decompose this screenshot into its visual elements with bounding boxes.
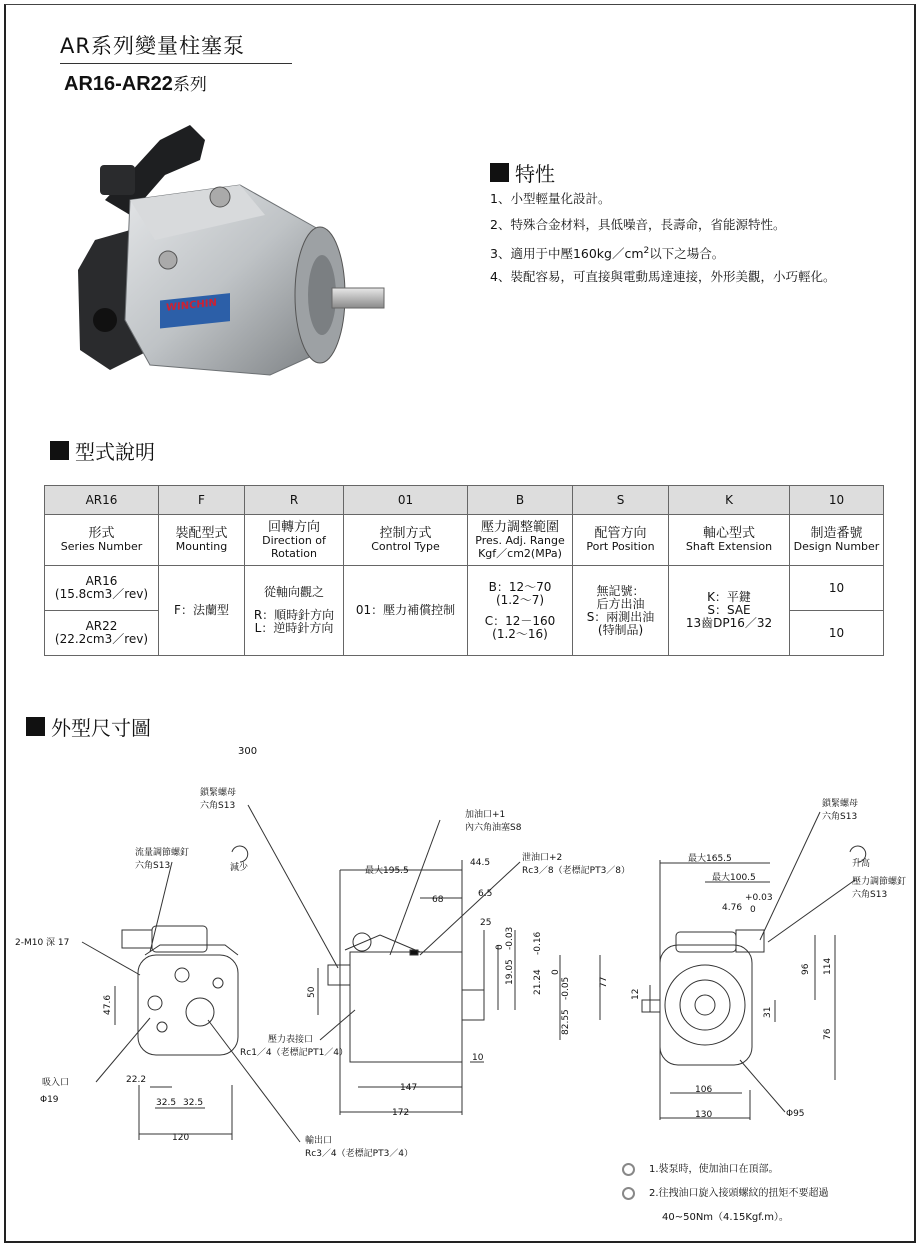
label-flow-screw-2: 六角S13 — [135, 861, 171, 871]
port-line: 無記號： — [596, 583, 645, 598]
table-header — [573, 515, 669, 566]
dim-tol82-a: 0 — [551, 969, 561, 975]
header-zh: 控制方式 — [379, 526, 432, 541]
feature-item: 2、特殊合金材料，具低噪音，長壽命，省能源特性。 — [490, 217, 786, 232]
table-cell: K — [669, 486, 790, 515]
model-table — [44, 485, 884, 656]
table-cell: B — [468, 486, 573, 515]
pressure-line: B：12～70 — [488, 579, 552, 594]
dim-130: 130 — [695, 1110, 713, 1120]
label-lock-nut-left: 鎖緊螺母 — [200, 788, 237, 798]
dim-32-5b: 32.5 — [183, 1098, 204, 1108]
table-cell: 10 — [790, 611, 884, 656]
dim-tol476-b: 0 — [750, 905, 756, 915]
pressure-line: (1.2～16) — [492, 626, 548, 641]
header-zh: 軸心型式 — [702, 526, 755, 541]
header-zh: 制造番號 — [810, 526, 863, 541]
title-rule — [60, 63, 292, 64]
label-phi95: Φ95 — [786, 1109, 805, 1119]
port-line: (特制品) — [597, 622, 644, 637]
header-en: Pres. Adj. Range — [475, 533, 565, 547]
table-cell: AR16 — [45, 486, 159, 515]
dim-19-05: 19.05 — [505, 959, 515, 985]
table-cell: 10 — [790, 486, 884, 515]
label-fill-port: 加油口+1 — [465, 810, 506, 820]
dim-25: 25 — [480, 918, 492, 928]
header-en: Direction of — [262, 533, 326, 547]
table-cell: S — [573, 486, 669, 515]
dim-68: 68 — [432, 895, 444, 905]
dim-172: 172 — [392, 1108, 410, 1118]
table-header — [344, 515, 468, 566]
series-name: AR16 — [85, 574, 118, 588]
dim-max195-5: 最大195.5 — [365, 866, 409, 876]
label-flow-screw: 流量調節螺釘 — [135, 848, 190, 858]
note-300: 300 — [238, 746, 258, 757]
header-zh: 回轉方向 — [267, 519, 320, 535]
header-en: Series Number — [60, 540, 143, 553]
table-header — [45, 515, 159, 566]
dim-114: 114 — [823, 957, 833, 975]
table-cell — [468, 566, 573, 656]
feature-item — [490, 238, 835, 264]
pressure-line: C：12－160 — [484, 613, 556, 628]
features-heading-text: 特性 — [515, 162, 555, 186]
dim-tol19-b: -0.03 — [505, 926, 515, 950]
label-suction-2: Φ19 — [40, 1095, 59, 1105]
pump-brand-text: WINCHIN — [166, 297, 217, 314]
label-gauge-port: 壓力表接口 — [268, 1035, 314, 1045]
shaft-line: S：SAE — [707, 603, 751, 617]
table-header — [159, 515, 245, 566]
dimensions-heading — [26, 712, 151, 741]
dim-tol476-a: +0.03 — [745, 893, 773, 903]
label-drain-port: 泄油口+2 — [522, 853, 563, 863]
header-zh: 形式 — [88, 526, 115, 541]
feature-item-tail: 以下之場合。 — [649, 246, 725, 262]
note-text: 2.往拽油口旋入接頭螺紋的扭矩不要超過 — [649, 1188, 829, 1199]
dim-77: 77 — [599, 976, 609, 988]
header-en: Port Position — [586, 540, 655, 553]
dim-22-2: 22.2 — [126, 1075, 147, 1085]
header-en: Mounting — [175, 540, 228, 553]
square-bullet-icon — [50, 441, 69, 460]
table-row — [45, 486, 884, 515]
table-cell — [45, 611, 159, 656]
port-line: 后方出油 — [596, 596, 645, 611]
dim-max165-5: 最大165.5 — [688, 854, 732, 864]
label-gauge-port-2: Rc1／4（老標記PT1／4） — [240, 1048, 349, 1058]
subtitle-code: AR16-AR22 — [64, 73, 173, 95]
table-cell: F：法蘭型 — [159, 566, 245, 656]
subtitle-suffix: 系列 — [172, 75, 207, 95]
feature-item-sup: 2 — [643, 246, 650, 256]
table-cell — [573, 566, 669, 656]
label-lock-nut-right: 鎖緊螺母 — [822, 799, 859, 809]
table-cell — [669, 566, 790, 656]
dim-tol21: -0.16 — [533, 931, 543, 955]
dim-max100-5: 最大100.5 — [712, 873, 756, 883]
table-cell: 01 — [344, 486, 468, 515]
table-header — [468, 515, 573, 566]
square-bullet-icon — [26, 717, 45, 736]
header-zh: 裝配型式 — [175, 526, 228, 541]
shaft-line: K：平鍵 — [707, 590, 751, 604]
label-lock-nut-left-2: 六角S13 — [200, 801, 236, 811]
label-suction: 吸入口 — [42, 1078, 70, 1088]
label-outlet: 輸出口 — [305, 1136, 333, 1146]
dim-tol19-a: 0 — [495, 944, 505, 950]
model-heading-text: 型式說明 — [75, 440, 155, 464]
table-cell: F — [159, 486, 245, 515]
port-line: S：兩測出油 — [586, 609, 655, 624]
label-decrease: 減少 — [230, 863, 249, 873]
page-title: AR系列變量柱塞泵 — [60, 34, 245, 58]
label-press-screw: 壓力調節螺釘 — [852, 877, 907, 887]
dim-47-6: 47.6 — [103, 994, 113, 1015]
table-cell — [45, 566, 159, 611]
note-text: 1.裝泵時，使加油口在頂部。 — [649, 1164, 779, 1175]
label-outlet-2: Rc3／4（老標記PT3／4） — [305, 1149, 414, 1159]
dim-76: 76 — [823, 1028, 833, 1040]
dim-106: 106 — [695, 1085, 713, 1095]
header-en: Rotation — [270, 546, 317, 560]
table-cell: R — [245, 486, 344, 515]
label-press-screw-2: 六角S13 — [852, 890, 888, 900]
dim-tol82-b: -0.05 — [561, 976, 571, 1000]
rotation-line: R：順時針方向 — [253, 608, 335, 622]
series-displacement: (22.2cm3／rev) — [54, 632, 149, 646]
header-zh: 配管方向 — [594, 526, 647, 541]
pump-illustration — [70, 120, 400, 390]
dim-32-5a: 32.5 — [156, 1098, 177, 1108]
note-line: 40~50Nm（4.15Kgf.m）。 — [662, 1212, 789, 1223]
dim-82-55: 82.55 — [561, 1009, 571, 1035]
dim-50: 50 — [307, 986, 317, 998]
dim-147: 147 — [400, 1083, 418, 1093]
dim-21-24: 21.24 — [533, 969, 543, 995]
bullet-circle-icon — [622, 1187, 635, 1200]
label-m10: 2-M10 深 17 — [15, 938, 70, 948]
feature-item: 1、小型輕量化設計。 — [490, 191, 611, 206]
label-fill-port-2: 內六角油塞S8 — [465, 823, 522, 833]
table-header — [669, 515, 790, 566]
dim-120: 120 — [172, 1133, 190, 1143]
pressure-line: (1.2～7) — [495, 592, 545, 607]
header-en: Design Number — [793, 540, 880, 553]
header-en: Control Type — [371, 540, 440, 553]
header-zh: 壓力調整範圍 — [480, 519, 559, 535]
dim-6-5: 6.5 — [478, 889, 493, 899]
dim-44-5: 44.5 — [470, 858, 491, 868]
label-increase: 升高 — [852, 859, 871, 869]
table-header — [245, 515, 344, 566]
table-header — [790, 515, 884, 566]
dim-12: 12 — [631, 988, 641, 1000]
dim-31: 31 — [763, 1006, 773, 1018]
table-cell: 10 — [790, 566, 884, 611]
note-line — [622, 1158, 829, 1182]
series-displacement: (15.8cm3／rev) — [54, 587, 149, 601]
table-row — [45, 515, 884, 566]
table-cell — [245, 566, 344, 656]
label-lock-nut-right-2: 六角S13 — [822, 812, 858, 822]
table-row — [45, 566, 884, 611]
note-line — [622, 1182, 829, 1206]
header-en: Shaft Extension — [685, 540, 773, 553]
series-name: AR22 — [85, 619, 118, 633]
feature-item: 4、裝配容易，可直接與電動馬達連接，外形美觀，小巧輕化。 — [490, 269, 836, 284]
model-heading — [50, 436, 155, 465]
features-heading — [490, 158, 555, 187]
rotation-line: 從軸向觀之 — [263, 585, 324, 599]
dim-96: 96 — [801, 963, 811, 975]
header-en: Kgf／cm2(MPa) — [478, 546, 562, 560]
shaft-line: 13齒DP16／32 — [685, 616, 773, 630]
assembly-notes — [622, 1158, 829, 1230]
dim-10: 10 — [472, 1053, 484, 1063]
dim-4-76: 4.76 — [722, 903, 743, 913]
table-cell: 01：壓力補償控制 — [344, 566, 468, 656]
page-subtitle — [64, 70, 207, 96]
label-drain-port-2: Rc3／8（老標記PT3／8） — [522, 866, 631, 876]
square-bullet-icon — [490, 163, 509, 182]
rotation-line: L：逆時針方向 — [254, 621, 334, 635]
feature-item-text: 3、適用于中壓160kg／cm — [490, 246, 644, 262]
features-list — [490, 186, 835, 290]
dimensions-heading-text: 外型尺寸圖 — [51, 716, 151, 740]
bullet-circle-icon — [622, 1163, 635, 1176]
